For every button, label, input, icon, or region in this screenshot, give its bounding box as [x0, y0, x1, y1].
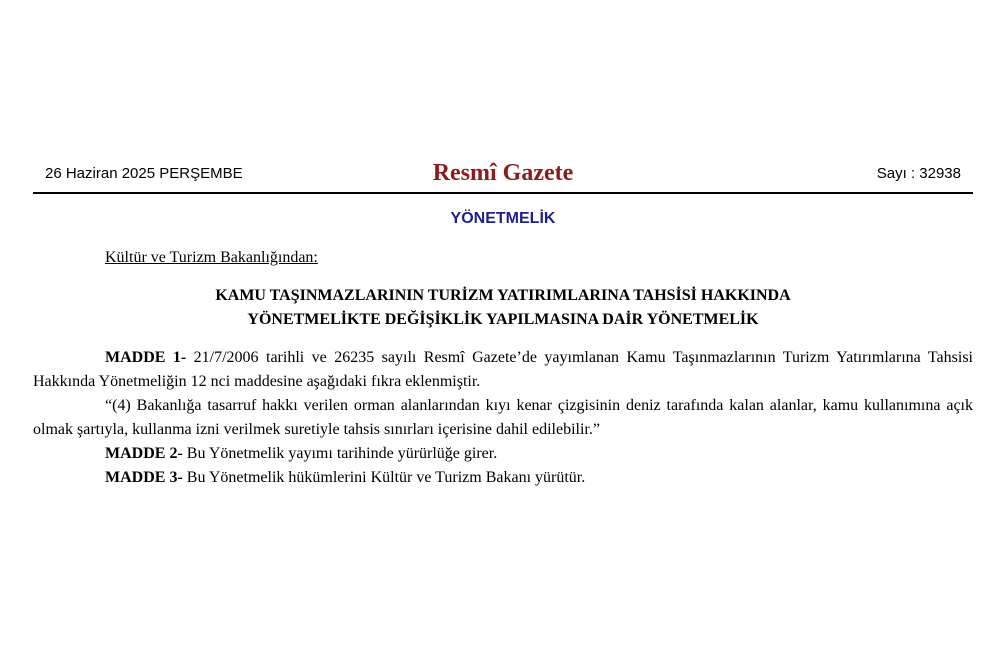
article-text: “(4) Bakanlığa tasarruf hakkı verilen orman alanlarından kıyı kenar çizgisinin deniz tarafında kalan alanlar, kamu kullanımına açık olmak şartıyla, kullanma izni verilmek suretiyle tahsis sınırları içerisine dahil edilebilir.”: [33, 397, 973, 438]
gazette-page: [33, 160, 973, 490]
document-body: [33, 246, 973, 490]
article-label: MADDE 2-: [105, 445, 183, 462]
article-3: [33, 466, 973, 490]
article-1: [33, 346, 973, 394]
regulation-title-line-1: KAMU TAŞINMAZLARININ TURİZM YATIRIMLARINA TAHSİSİ HAKKINDA: [215, 287, 791, 304]
article-2: [33, 442, 973, 466]
section-title: YÖNETMELİK: [450, 210, 556, 227]
article-label: MADDE 1-: [105, 349, 187, 366]
publication-date: 26 Haziran 2025 PERŞEMBE: [45, 165, 243, 182]
newspaper-title: Resmî Gazete: [432, 160, 574, 186]
ministry-name: Kültür ve Turizm Bakanlığından:: [105, 249, 318, 266]
article-label: MADDE 3-: [105, 469, 183, 486]
issue-number: Sayı : 32938: [876, 165, 961, 182]
regulation-title-line-2: YÖNETMELİKTE DEĞİŞİKLİK YAPILMASINA DAİR YÖNETMELİK: [247, 311, 759, 328]
article-1-paragraph-4: [33, 394, 973, 442]
masthead: [33, 160, 973, 194]
article-text: Bu Yönetmelik yayımı tarihinde yürürlüğe girer.: [182, 445, 498, 462]
article-text: Bu Yönetmelik hükümlerini Kültür ve Turizm Bakanı yürütür.: [182, 469, 586, 486]
article-text: 21/7/2006 tarihli ve 26235 sayılı Resmî Gazete’de yayımlanan Kamu Taşınmazlarının Turizm Yatırımlarına Tahsisi Hakkında Yönetmeliğin 12 nci maddesine aşağıdaki fıkra eklenmiştir.: [33, 349, 974, 390]
regulation-title: [33, 284, 973, 332]
